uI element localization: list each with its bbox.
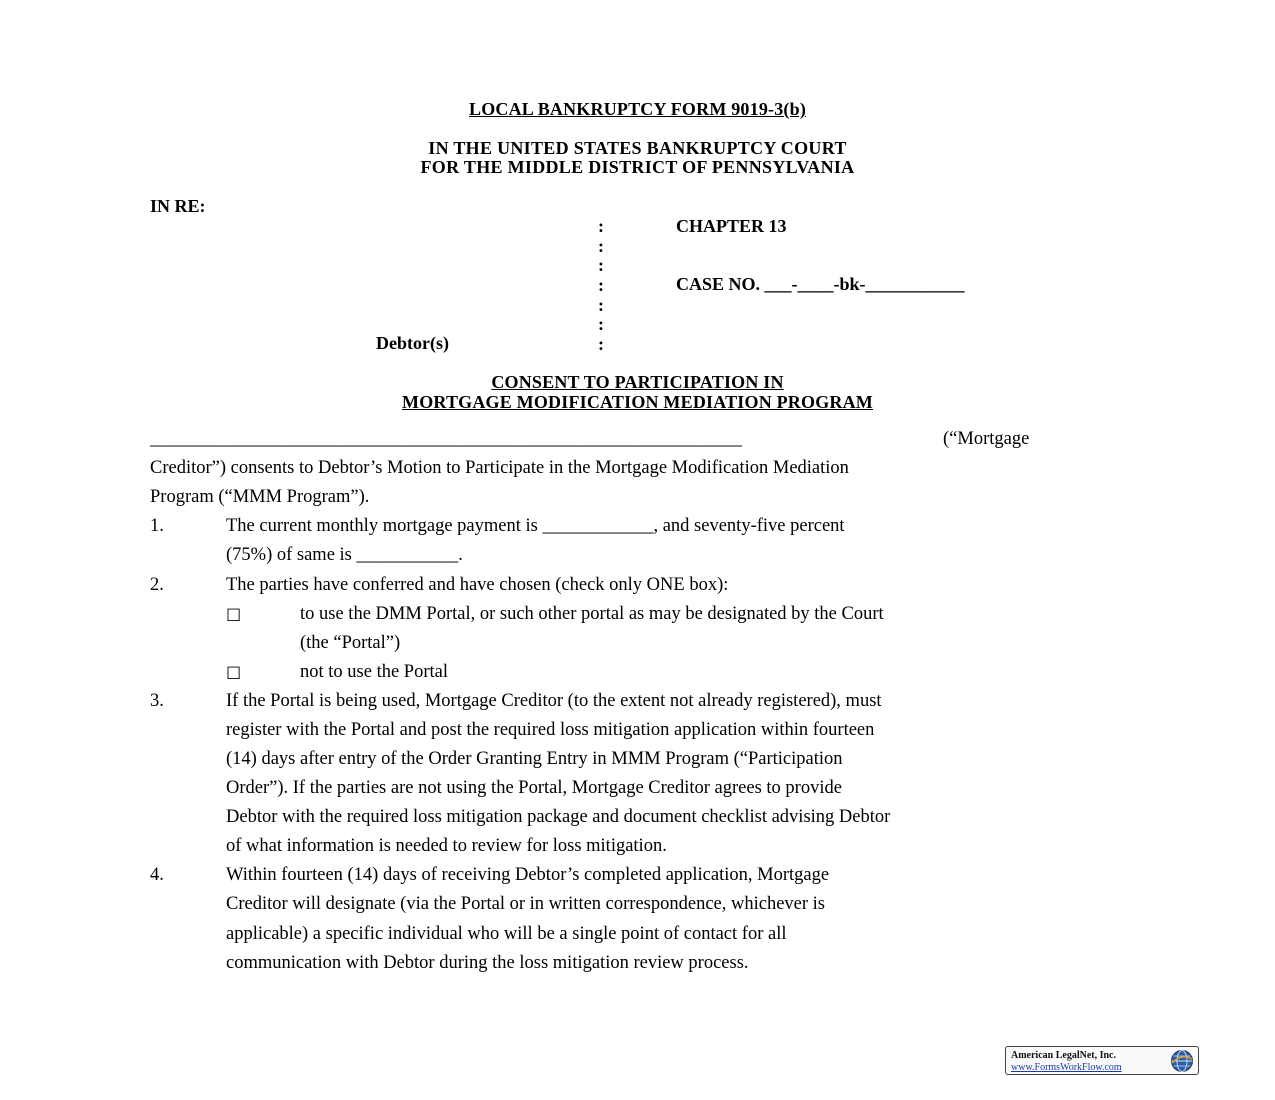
caption-colon: : (598, 314, 604, 334)
caption-colon: : (598, 275, 604, 295)
caption-colon: : (598, 255, 604, 275)
item3-line1: If the Portal is being used, Mortgage Creditor (to the extent not already registered), must (226, 691, 882, 711)
form-title: LOCAL BANKRUPTCY FORM 9019-3(b) (468, 99, 807, 119)
chapter-label: CHAPTER 13 (676, 216, 787, 236)
court-name-line2: FOR THE MIDDLE DISTRICT OF PENNSYLVANIA (420, 157, 855, 177)
no-portal-option: not to use the Portal (300, 662, 448, 682)
mortgage-creditor-blank: ________________________________________________________________ (150, 429, 742, 449)
item-number: 4. (150, 865, 164, 885)
footer-logo[interactable] (1005, 1046, 1199, 1075)
caption-colon: : (598, 334, 604, 354)
item4-line3: applicable) a specific individual who will be a single point of contact for all (226, 924, 787, 944)
item1-line2: (75%) of same is ___________. (226, 545, 463, 565)
item3-line3: (14) days after entry of the Order Granting Entry in MMM Program (“Participation (226, 749, 843, 769)
use-portal-option: to use the DMM Portal, or such other portal as may be designated by the Court (300, 604, 884, 624)
item3-line2: register with the Portal and post the required loss mitigation application within fourteen (226, 720, 875, 740)
logo-company-name: American LegalNet, Inc. (1011, 1050, 1116, 1061)
item4-line2: Creditor will designate (via the Portal or in written correspondence, whichever is (226, 894, 826, 914)
item1-line1: The current monthly mortgage payment is ____________, and seventy-five percent (226, 516, 845, 536)
caption-colon: : (598, 216, 604, 236)
item3-line4: Order”). If the parties are not using the Portal, Mortgage Creditor agrees to provide (226, 778, 842, 798)
item-number: 1. (150, 516, 164, 536)
item3-line6: of what information is needed to review for loss mitigation. (226, 836, 667, 856)
item-number: 3. (150, 691, 164, 711)
intro-line3: Program (“MMM Program”). (150, 487, 370, 507)
item2-line1: The parties have conferred and have chosen (check only ONE box): (226, 575, 729, 595)
item4-line4: communication with Debtor during the loss mitigation review process. (226, 953, 749, 973)
court-name-line1: IN THE UNITED STATES BANKRUPTCY COURT (428, 138, 847, 158)
caption-colon: : (598, 295, 604, 315)
in-re-label: IN RE: (150, 196, 206, 216)
consent-title-line1: CONSENT TO PARTICIPATION IN (491, 372, 784, 392)
no-portal-checkbox[interactable]: ☐ (226, 664, 242, 684)
debtor-label: Debtor(s) (376, 333, 449, 353)
use-portal-option-cont: (the “Portal”) (300, 633, 401, 653)
item3-line5: Debtor with the required loss mitigation package and document checklist advising Debtor (226, 807, 891, 827)
use-portal-checkbox[interactable]: ☐ (226, 606, 242, 626)
consent-title-line2: MORTGAGE MODIFICATION MEDIATION PROGRAM (402, 392, 873, 412)
intro-line2: Creditor”) consents to Debtor’s Motion to Participate in the Mortgage Modification Mediation (150, 458, 849, 478)
globe-icon (1170, 1049, 1194, 1073)
logo-url-link[interactable]: www.FormsWorkFlow.com (1011, 1062, 1122, 1073)
item-number: 2. (150, 575, 164, 595)
caption-colon: : (598, 236, 604, 256)
item4-line1: Within fourteen (14) days of receiving Debtor’s completed application, Mortgage (226, 865, 830, 885)
case-number-field: CASE NO. ___-____-bk-___________ (676, 274, 965, 294)
intro-line1-end: (“Mortgage (943, 429, 1030, 449)
